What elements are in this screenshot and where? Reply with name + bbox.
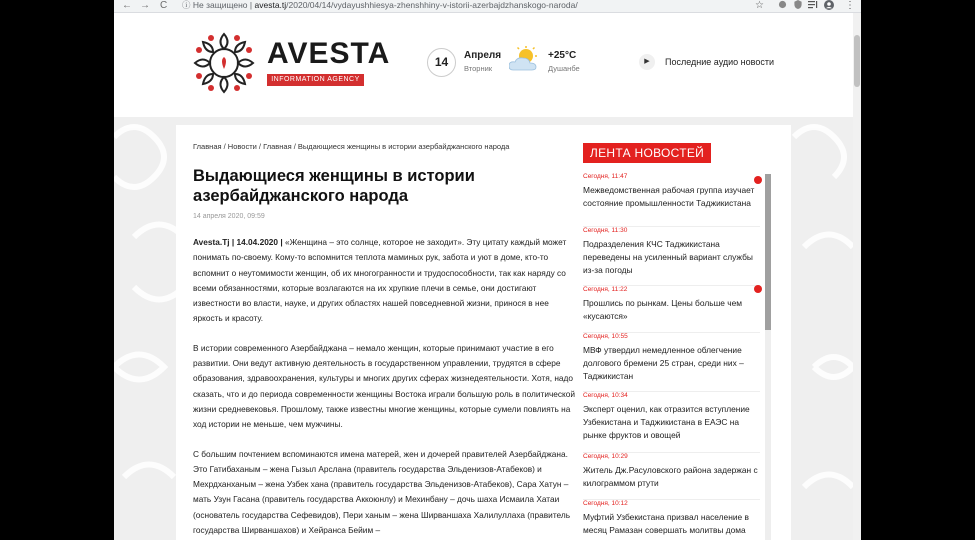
news-item[interactable] (583, 286, 760, 333)
audio-news-link[interactable]: Последние аудио новости (665, 57, 774, 67)
page-scrollbar[interactable] (853, 13, 861, 540)
bookmark-star-icon[interactable]: ☆ (755, 0, 764, 11)
date-weekday: Вторник (464, 64, 493, 73)
date-day-badge: 14 (427, 48, 456, 77)
brand-name[interactable]: AVESTA (267, 37, 391, 70)
web-page (114, 13, 853, 540)
page-scroll-thumb[interactable] (854, 35, 860, 87)
breadcrumb[interactable]: Главная / Новости / Главная / Выдающиеся женщины в истории азербайджанского народа (193, 142, 510, 151)
news-feed-scrollbar[interactable] (765, 174, 771, 540)
browser-toolbar (114, 0, 861, 13)
news-headline[interactable]: Прошлись по рынкам. Цены больше чем «кусаются» (583, 298, 743, 321)
shield-icon[interactable] (794, 0, 802, 12)
news-feed-heading[interactable]: ЛЕНТА НОВОСТЕЙ (583, 143, 711, 163)
news-time: Сегодня, 10:55 (583, 333, 628, 340)
avesta-ornament-logo[interactable] (191, 30, 257, 96)
date-month: Апреля (464, 50, 502, 61)
article-title: Выдающиеся женщины в истории азербайджанского народа (193, 167, 475, 205)
reading-list-icon[interactable] (808, 0, 818, 12)
news-item[interactable] (583, 227, 760, 286)
play-icon[interactable]: ▶ (639, 54, 655, 70)
weather-city: Душанбе (548, 64, 580, 73)
extension-icon[interactable] (778, 0, 787, 12)
forward-icon[interactable]: → (140, 0, 150, 11)
info-icon[interactable]: ⓘ (182, 0, 191, 10)
news-time: Сегодня, 11:47 (583, 173, 628, 180)
article-body (193, 235, 576, 540)
news-time: Сегодня, 11:30 (583, 227, 628, 234)
temperature: +25°C (548, 50, 577, 61)
url-host: avesta.tj (254, 0, 287, 10)
menu-icon[interactable]: ⋮ (845, 0, 855, 11)
article-paragraph-1: «Женщина – это солнце, которое не заходит». Эту цитату каждый может понимать по-своему. Кому-то вспомнится теплота маминых рук, забота и уют в доме, кто-то вспомнит о неутомимости женщин, об их многогранности и трудоспособности, так как наряду со всеми обязанностями, которые возлагаются на их хрупкие плечи в семье, они достигают известности во власти, науке, и других областях нашей повседневной жизни, принося в нее яркость и красоту. (193, 237, 567, 324)
news-feed-scroll-thumb[interactable] (765, 174, 771, 330)
article-date: 14 апреля 2020, 09:59 (193, 213, 265, 220)
news-item[interactable] (583, 453, 760, 500)
address-bar[interactable] (182, 0, 578, 12)
browser-window (114, 0, 861, 540)
news-item[interactable] (583, 500, 760, 540)
news-headline[interactable]: МВФ утвердил немедленное облегчение долгового бремени 25 стран, среди них – Таджикистан (583, 345, 744, 381)
article-paragraph (193, 235, 576, 327)
sun-cloud-icon (509, 46, 539, 74)
profile-icon[interactable] (824, 0, 834, 12)
news-feed-list (583, 173, 760, 540)
article-paragraph-3: С большим почтением вспоминаются имена матерей, жен и дочерей правителей Азербайджана. Это Гатибаханым – жена Гызыл Арслана (правитель государства Эльденизов-Атабеков) и Мехрдханханым – жена Узбек хана (правитель государства Эльденизов-Атабеков), Сара Хатун – мать Узун Гасана (правитель государства Аккоюнлу) и Мехинбану – дочь шаха Исмаила Хатаи (основатель государства Сефевидов), Пери ханым – жена Ширваншаха Халилуллаха (правитель государства Ширваншахов) и Хейранса Бейим – (193, 448, 571, 536)
news-headline[interactable]: Муфтий Узбекистана призвал население в месяц Рамазан совершать молитвы дома (583, 512, 749, 535)
news-headline[interactable]: Эксперт оценил, как отразится вступление Узбекистана и Таджикистана в ЕАЭС на рынке фруктов и овощей (583, 404, 750, 440)
camera-badge-icon (754, 285, 762, 293)
news-headline[interactable]: Житель Дж.Расуловского района задержан с килограммом ртути (583, 465, 758, 488)
brand-subtitle: INFORMATION AGENCY (267, 74, 364, 86)
security-label: Не защищено (192, 0, 248, 10)
article-paragraph-2: В истории современного Азербайджана – немало женщин, которые принимают участие в его развитии. Они ведут активную деятельность в государственном управлении, трудятся в сфере образования, здравоохранения, культуры и многих других сферах жизнедеятельности. Хотя, надо сказать, что и до периода современности женщины Востока играли большую роль в политической жизни средневековья. Прошлому, также известны многие женщины, которые сумели повлиять на ход истории не меньше, чем мужчины. (193, 342, 576, 430)
news-headline[interactable]: Подразделения КЧС Таджикистана переведены на усиленный вариант службы из-за погоды (583, 239, 753, 275)
news-time: Сегодня, 10:12 (583, 500, 628, 507)
article-lead: Avesta.Tj | 14.04.2020 | (193, 237, 283, 247)
news-headline[interactable]: Межведомственная рабочая группа изучает состояние промышленности Таджикистана (583, 185, 755, 208)
back-icon[interactable]: ← (122, 0, 132, 11)
camera-badge-icon (754, 176, 762, 184)
news-item[interactable] (583, 392, 760, 453)
news-time: Сегодня, 10:29 (583, 453, 628, 460)
news-item[interactable] (583, 333, 760, 392)
address-separator: | (249, 0, 253, 10)
news-time: Сегодня, 10:34 (583, 392, 628, 399)
news-time: Сегодня, 11:22 (583, 286, 628, 293)
reload-icon[interactable]: C (160, 0, 168, 11)
news-item[interactable] (583, 173, 760, 227)
url-path: /2020/04/14/vydayushhiesya-zhenshhiny-v-istorii-azerbajdzhanskogo-naroda/ (286, 0, 578, 10)
